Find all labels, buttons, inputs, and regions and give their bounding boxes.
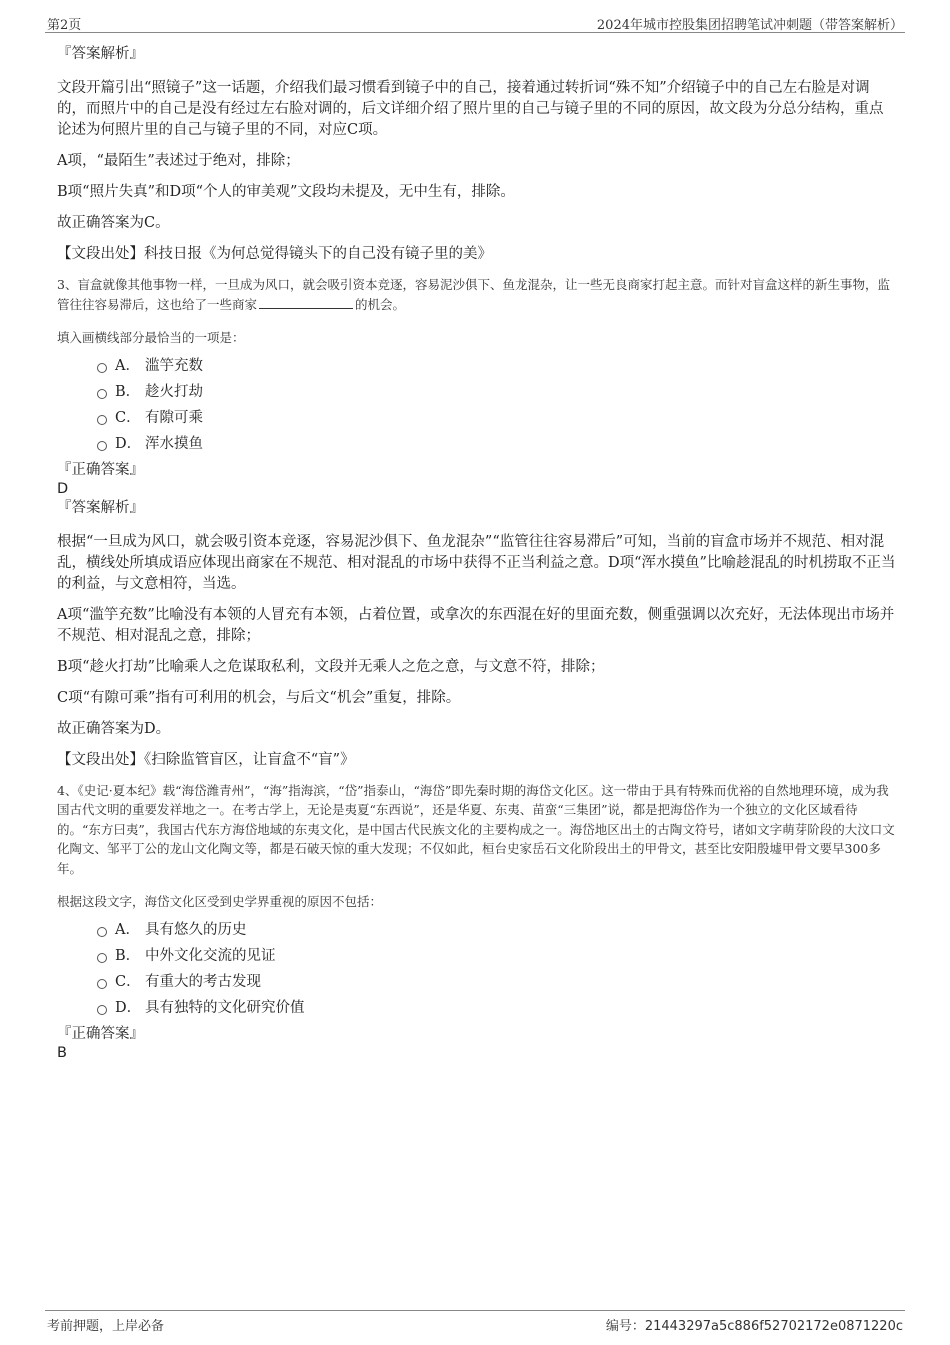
- q2-source: 【文段出处】科技日报《为何总觉得镜头下的自己没有镜子里的美》: [57, 246, 492, 262]
- option-letter: B．: [115, 384, 141, 400]
- q4-correct-label: 『正确答案』: [57, 1025, 144, 1042]
- q4-option-b[interactable]: [97, 942, 897, 968]
- option-text: 具有独特的文化研究价值: [145, 1000, 305, 1016]
- option-text: 趁火打劫: [145, 384, 203, 400]
- q3-options: [97, 352, 897, 456]
- footer-slogan: 考前押题，上岸必备: [47, 1319, 165, 1334]
- option-text: 有重大的考古发现: [145, 974, 261, 990]
- q3-prompt: 填入画横线部分最恰当的一项是：: [57, 330, 245, 345]
- q3-source: 【文段出处】《扫除监管盲区，让盲盒不“盲”》: [57, 751, 355, 768]
- footer-serial: [606, 1315, 903, 1334]
- q3-option-b[interactable]: [97, 378, 897, 404]
- q2-analysis-label: 『答案解析』: [57, 46, 144, 62]
- q3-option-c[interactable]: [97, 404, 897, 430]
- serial-value: 21443297a5c886f52702172e0871220c: [644, 1319, 903, 1334]
- option-letter: C．: [115, 410, 141, 426]
- radio-button[interactable]: [97, 389, 107, 399]
- q2-analysis-option-a: A项，“最陌生”表述过于绝对，排除；: [57, 153, 300, 169]
- option-letter: D．: [115, 1000, 142, 1016]
- option-text: 滥竽充数: [145, 358, 203, 374]
- q4-option-c[interactable]: [97, 968, 897, 994]
- page-header: [45, 12, 905, 33]
- option-letter: B．: [115, 948, 141, 964]
- radio-button[interactable]: [97, 441, 107, 451]
- q3-stem-text: 3、盲盒就像其他事物一样，一旦成为风口，就会吸引资本竞逐，容易泥沙俱下、鱼龙混杂，让一些无良商家打起主意。而针对盲盒这样的新生事物，监管往往容易滞后，这也给了一些商家: [57, 277, 890, 312]
- option-text: 中外文化交流的见证: [145, 948, 276, 964]
- page-footer: [45, 1310, 905, 1335]
- q3-blank: [259, 298, 353, 309]
- document-title: 2024年城市控股集团招聘笔试冲刺题（带答案解析）: [596, 18, 903, 33]
- option-letter: A．: [115, 358, 140, 374]
- q2-analysis-option-bd: B项“照片失真”和D项“个人的审美观”文段均未提及，无中生有，排除。: [57, 184, 515, 200]
- radio-button[interactable]: [97, 1005, 107, 1015]
- option-text: 具有悠久的历史: [145, 922, 247, 938]
- q3-analysis-label: 『答案解析』: [57, 499, 144, 516]
- option-letter: C．: [115, 974, 141, 990]
- q4-option-d[interactable]: [97, 994, 897, 1020]
- q4-stem: 4、《史记·夏本纪》载“海岱潍青州”，“海”指海滨，“岱”指泰山，“海岱”即先秦时期的海岱文化区。这一带由于具有特殊而优裕的自然地理环境，成为我国古代文明的重要发祥地之一。在考古学上，无论是夷夏“东西说”，还是华夏、东夷、苗蛮“三集团”说，都是把海岱作为一个独立的文化区域看待的。“东方曰夷”，我国古代东方海岱地域的东夷文化，是中国古代民族文化的主要构成之一。海岱地区出土的古陶文符号，诸如文字萌芽阶段的大汶口文化陶文、邹平丁公的龙山文化陶文等，都是石破天惊的重大发现；不仅如此，桓台史家岳石文化阶段出土的甲骨文，甚至比安阳殷墟甲骨文要早300多年。: [57, 782, 895, 876]
- q3-option-d[interactable]: [97, 430, 897, 456]
- q4-correct-answer: B: [57, 1044, 67, 1061]
- page-number: 第2页: [47, 18, 82, 33]
- option-letter: D．: [115, 436, 142, 452]
- q3-analysis-option-b: B项“趁火打劫”比喻乘人之危谋取私利，文段并无乘人之危之意，与文意不符，排除；: [57, 658, 605, 675]
- q4-option-a[interactable]: [97, 916, 897, 942]
- radio-button[interactable]: [97, 953, 107, 963]
- q3-analysis-conclusion: 故正确答案为D。: [57, 720, 171, 737]
- q3-analysis-paragraph: 根据“一旦成为风口，就会吸引资本竞逐，容易泥沙俱下、鱼龙混杂”“监管往往容易滞后”可知，当前的盲盒市场并不规范、相对混乱，横线处所填成语应体现出商家在不规范、相对混乱的市场中获得不正当利益之意。D项“浑水摸鱼”比喻趁混乱的时机捞取不正当的利益，与文意相符，当选。: [57, 533, 896, 592]
- option-text: 浑水摸鱼: [145, 436, 203, 452]
- serial-label: 编号：: [605, 1319, 645, 1334]
- q3-stem: [57, 275, 897, 314]
- q2-analysis-conclusion: 故正确答案为C。: [57, 215, 170, 231]
- option-text: 有隙可乘: [145, 410, 203, 426]
- radio-button[interactable]: [97, 927, 107, 937]
- q3-analysis-option-a: A项“滥竽充数”比喻没有本领的人冒充有本领，占着位置，或拿次的东西混在好的里面充数，侧重强调以次充好，无法体现出市场并不规范、相对混乱之意，排除；: [57, 606, 895, 644]
- option-letter: A．: [115, 922, 140, 938]
- q3-stem-tail: 的机会。: [355, 296, 406, 312]
- page-content: [57, 44, 897, 1062]
- q3-option-a[interactable]: [97, 352, 897, 378]
- q3-correct-label: 『正确答案』: [57, 461, 144, 478]
- radio-button[interactable]: [97, 363, 107, 373]
- q4-options: [97, 916, 897, 1020]
- radio-button[interactable]: [97, 979, 107, 989]
- q2-analysis-paragraph: 文段开篇引出“照镜子”这一话题，介绍我们最习惯看到镜子中的自己，接着通过转折词“殊不知”介绍镜子中的自己左右脸是对调的，而照片中的自己是没有经过左右脸对调的，后文详细介绍了照片里的自己与镜子里的不同的原因，故文段为分总分结构，重点论述为何照片里的自己与镜子里的不同，对应C项。: [57, 80, 884, 138]
- q3-correct-answer: D: [57, 480, 69, 497]
- radio-button[interactable]: [97, 415, 107, 425]
- q4-prompt: 根据这段文字，海岱文化区受到史学界重视的原因不包括：: [57, 894, 383, 909]
- q3-analysis-option-c: C项“有隙可乘”指有可利用的机会，与后文“机会”重复，排除。: [57, 689, 461, 706]
